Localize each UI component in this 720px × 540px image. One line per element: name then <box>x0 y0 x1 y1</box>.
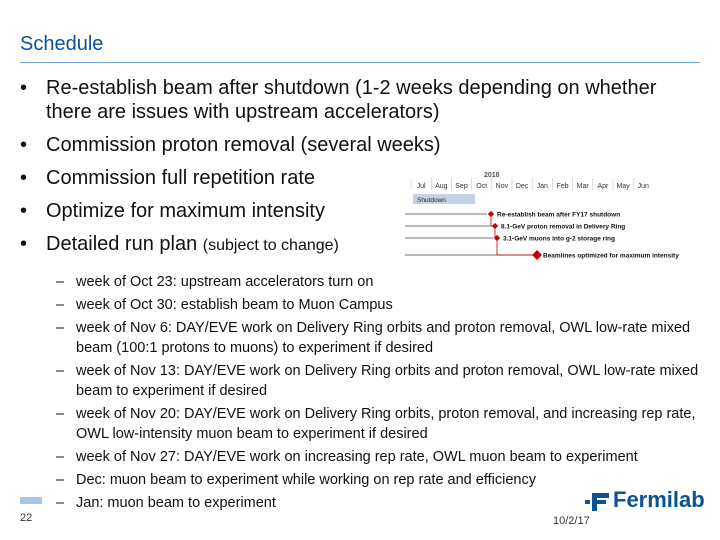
gantt-month-label: Apr <box>597 183 609 190</box>
gantt-task-label: 8.1-GeV proton removal in Delivery Ring <box>501 223 626 231</box>
gantt-month-label: Jun <box>637 183 649 190</box>
gantt-month-label: Jul <box>416 183 426 190</box>
bullet-note: (subject to change) <box>202 237 339 254</box>
run-plan-item: – week of Oct 30: establish beam to Muon Campus <box>56 295 706 315</box>
gantt-month-label: Sep <box>455 183 468 190</box>
schedule-gantt-chart <box>405 168 717 270</box>
run-plan-item: – week of Nov 6: DAY/EVE work on Delivery Ring orbits and proton removal, OWL low-rate mixed beam (100:1 protons to muons) to experiment if desired <box>56 318 706 358</box>
gantt-month-label: Dec <box>515 183 529 190</box>
bullet-text: Detailed run plan <box>46 233 203 255</box>
gantt-month-label: Aug <box>435 183 448 190</box>
run-plan-item: – Dec: muon beam to experiment while working on rep rate and efficiency <box>56 470 706 490</box>
title-divider <box>20 62 700 63</box>
gantt-year-label: 2018 <box>484 172 500 179</box>
gantt-month-label: Jan <box>536 183 548 190</box>
bullet-text: Commission proton removal (several weeks) <box>46 134 441 156</box>
slide-number: 22 <box>20 512 33 524</box>
footer-accent-bar <box>20 497 42 504</box>
bullet-text: Optimize for maximum intensity <box>46 200 325 222</box>
gantt-task-label: Beamlines optimized for maximum intensity <box>543 252 679 260</box>
gantt-month-label: Oct <box>476 183 488 190</box>
run-plan-item: – week of Nov 27: DAY/EVE work on increasing rep rate, OWL muon beam to experiment <box>56 447 706 467</box>
gantt-shutdown-label: Shutdown <box>417 197 446 204</box>
bullet-item <box>20 133 700 157</box>
bullet-text: Commission full repetition rate <box>46 167 315 189</box>
gantt-task-label: Re-establish beam after FY17 shutdown <box>497 211 621 219</box>
gantt-task-label: 3.1-GeV muons into g-2 storage ring <box>503 235 615 243</box>
run-plan-item: – week of Nov 13: DAY/EVE work on Delivery Ring orbits and proton removal, OWL low-rate mixed beam to experiment if desired <box>56 361 706 401</box>
gantt-month-label: May <box>616 183 630 190</box>
slide-title: Schedule <box>20 33 104 55</box>
bullet-item <box>20 76 700 124</box>
fermilab-logo-text: Fermilab <box>613 487 705 512</box>
gantt-month-label: Mar <box>576 183 589 190</box>
run-plan-list <box>56 272 706 516</box>
run-plan-item: – week of Oct 23: upstream accelerators turn on <box>56 272 706 292</box>
gantt-month-label: Nov <box>495 183 509 190</box>
gantt-month-label: Feb <box>556 183 569 190</box>
run-plan-item: – Jan: muon beam to experiment <box>56 493 706 513</box>
run-plan-item: – week of Nov 20: DAY/EVE work on Delivery Ring orbits, proton removal, and increasing rep rate, OWL low-intensity muon beam to experiment if desired <box>56 404 706 444</box>
slide-date: 10/2/17 <box>553 515 590 527</box>
bullet-text: Re-establish beam after shutdown (1-2 weeks depending on whether there are issues with upstream accelerators) <box>46 77 657 123</box>
